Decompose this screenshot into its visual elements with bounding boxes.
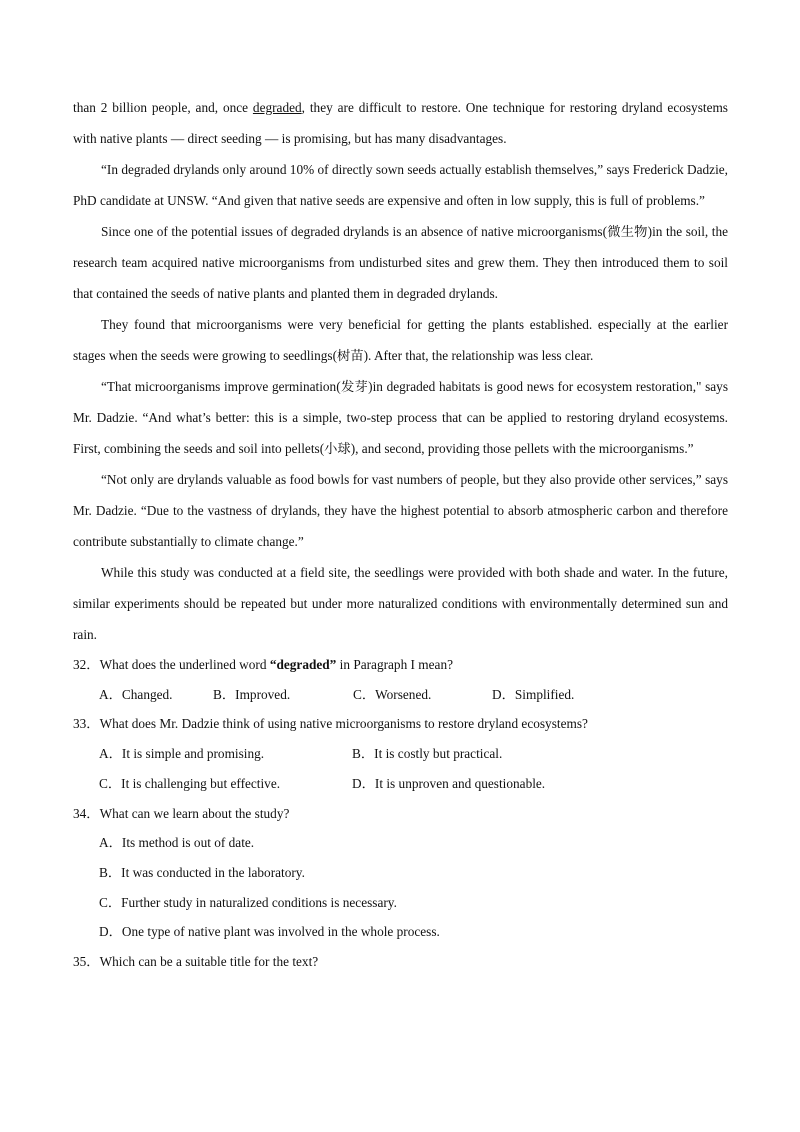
option-b[interactable]: B．Improved. bbox=[213, 686, 291, 702]
passage-paragraph-3: Since one of the potential issues of degraded drylands is an absence of native microorganisms(微生物)in the soil, the research team acquired native microorganisms from undisturbed sites and grew them. They then introduced them to soil that contained the seeds of native plants and planted them in degraded drylands. bbox=[73, 224, 728, 301]
option-d[interactable]: D．It is unproven and questionable. bbox=[352, 775, 546, 791]
passage-text: than 2 billion people, and, once bbox=[73, 100, 253, 115]
exam-page bbox=[73, 92, 728, 977]
bold-word-degraded: “degraded” bbox=[269, 657, 337, 672]
question-33-options-row-2 bbox=[73, 769, 728, 799]
question-35 bbox=[73, 947, 728, 977]
question-33 bbox=[73, 709, 728, 798]
question-33-options-row-1 bbox=[73, 739, 728, 769]
passage-paragraph-2: “In degraded drylands only around 10% of directly sown seeds actually establish themselves,” says Frederick Dadzie, PhD candidate at UNSW. “And given that native seeds are expensive and often in low supply, this is full of problems.” bbox=[73, 162, 728, 208]
passage-paragraph-6: “Not only are drylands valuable as food bowls for vast numbers of people, but they also provide other services,” says Mr. Dadzie. “Due to the vastness of drylands, they have the highest potential to absorb atmospheric carbon and therefore contribute substantially to climate change.” bbox=[73, 472, 728, 549]
option-d[interactable]: D．One type of native plant was involved in the whole process. bbox=[99, 924, 440, 940]
question-32-options bbox=[73, 680, 728, 710]
option-a[interactable]: A．It is simple and promising. bbox=[99, 746, 265, 762]
passage-paragraph-5: “That microorganisms improve germination(发芽)in degraded habitats is good news for ecosystem restoration," says Mr. Dadzie. “And what’s better: this is a simple, two-step process that can be applied to restoring dryland ecosystems. First, combining the seeds and soil into pellets(小球), and second, providing those pellets with the microorganisms.” bbox=[73, 379, 728, 456]
question-32-stem bbox=[73, 650, 728, 680]
passage-paragraph-4: They found that microorganisms were very beneficial for getting the plants established. especially at the earlier stages when the seeds were growing to seedlings(树苗). After that, the relationship was less clear. bbox=[73, 317, 728, 363]
question-text: in Paragraph I mean? bbox=[336, 657, 453, 672]
reading-passage bbox=[73, 92, 728, 650]
passage-paragraph-7: While this study was conducted at a field site, the seedlings were provided with both shade and water. In the future, similar experiments should be repeated but under more naturalized conditions with environmentally determined sun and rain. bbox=[73, 565, 728, 642]
underlined-word-degraded: degraded bbox=[252, 100, 302, 115]
option-c[interactable]: C．It is challenging but effective. bbox=[99, 775, 281, 791]
option-d[interactable]: D．Simplified. bbox=[492, 686, 575, 702]
question-35-stem: 35．Which can be a suitable title for the text? bbox=[73, 954, 319, 970]
question-32 bbox=[73, 650, 728, 709]
question-34 bbox=[73, 799, 728, 948]
question-34-stem: 34．What can we learn about the study? bbox=[73, 805, 290, 821]
passage-text: , they are difficult to restore. One technique for restoring dryland ecosystems with native plants — direct seeding — is promising, but has many disadvantages. bbox=[73, 100, 728, 146]
passage-paragraph-1 bbox=[73, 92, 728, 154]
option-a[interactable]: A．Its method is out of date. bbox=[99, 835, 255, 851]
option-b[interactable]: B．It was conducted in the laboratory. bbox=[99, 864, 305, 880]
option-b[interactable]: B．It is costly but practical. bbox=[352, 746, 503, 762]
option-a[interactable]: A．Changed. bbox=[99, 686, 173, 702]
question-33-stem: 33．What does Mr. Dadzie think of using native microorganisms to restore dryland ecosystems? bbox=[73, 716, 588, 732]
option-c[interactable]: C．Further study in naturalized conditions is necessary. bbox=[99, 894, 397, 910]
question-text: 32．What does the underlined word bbox=[73, 657, 270, 672]
option-c[interactable]: C．Worsened. bbox=[353, 686, 432, 702]
